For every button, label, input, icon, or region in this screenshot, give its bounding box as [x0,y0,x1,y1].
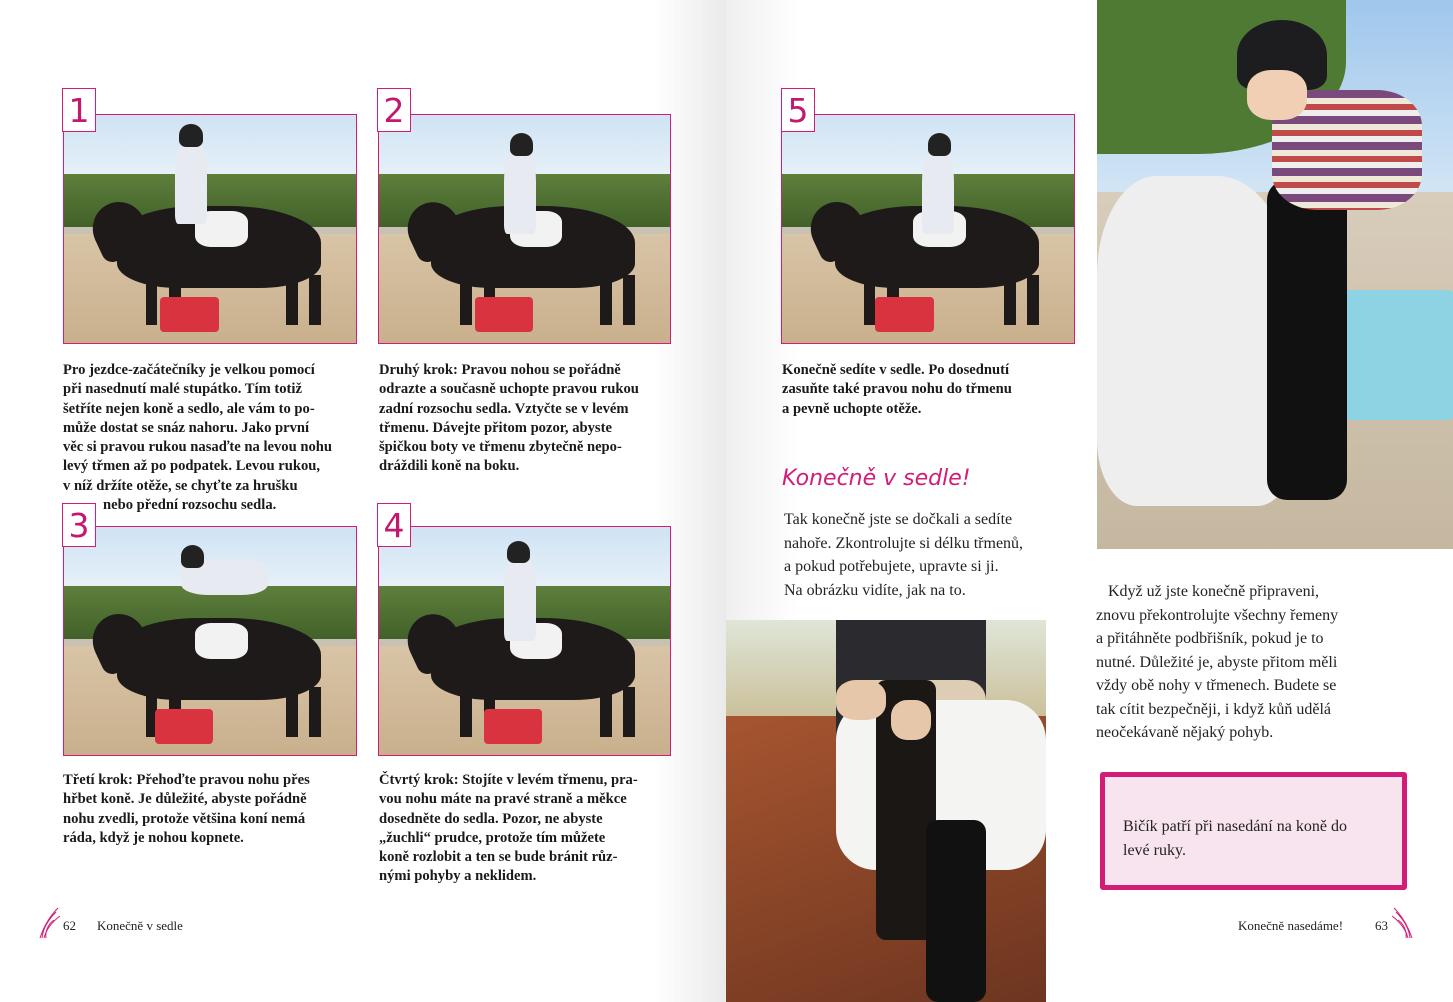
stirrup-adjust-photo [726,620,1046,1002]
step-2-number: 2 [383,91,405,130]
step-2-number-box [377,88,411,132]
step-5-number-box [781,88,815,132]
step-4-caption: Čtvrtý krok: Stojíte v levém třmenu, pra- vou nohu máte na pravé straně a měkce dosedněte do sedla. Pozor, ne abyste „žuchli“ prudce, protože tím můžete koně rozlobit a ten se bude bránit růz- nými pohyby a neklidem. [379,772,638,885]
step-5-caption: Konečně sedíte v sedle. Po dosednutí zasuňte také pravou nohu do třmenu a pevně uchopte otěže. [782,362,1012,417]
step-5-number: 5 [787,91,809,130]
page-number-left: 62 [63,918,76,933]
rider-portrait-photo [1097,0,1453,549]
step-2-photo [378,114,671,344]
section-heading: Konečně v sedle! [782,466,971,491]
left-page [0,0,726,1002]
page-number-right: 63 [1375,918,1388,933]
intro-paragraph: Tak konečně jste se dočkali a sedíte nahoře. Zkontrolujte si délku třmenů, a pokud potřebujete, upravte si ji. Na obrázku vidíte, jak na to. [784,511,1024,599]
step-3-caption: Třetí krok: Přehoďte pravou nohu přes hřbet koně. Je důležité, abyste pořádně nohu zvedli, protože většina koní nemá ráda, když je nohou kopnete. [63,772,310,846]
step-4-number: 4 [383,506,405,545]
running-title-right: Konečně nasedáme! [1238,918,1344,933]
step-1-number: 1 [68,91,90,130]
page-ornament-icon [36,906,62,940]
step-5-photo [781,114,1075,344]
step-3-number-box [62,503,96,547]
tip-text: Bičík patří při nasedání na koně do levé ruky. [1123,818,1347,859]
step-4-photo [378,526,671,756]
tip-box [1100,772,1407,890]
step-1-caption: Pro jezdce-začátečníky je velkou pomocí při nasednutí malé stupátko. Tím totiž šetříte nejen koně a sedlo, ale vám to po- může dostat se snáz nahoru. Jako první věc si pravou rukou nasaďte na levou nohu levý třmen až po podpatek. Levou rukou, v níž držíte otěže, se chyťte za hrušku nebo přední rozsochu sedla. [63,362,332,514]
main-paragraph: Když už jste konečně připraveni, znovu překontrolujte všechny řemeny a přitáhněte podbřišník, pokud je to nutné. Důležité je, abyste přitom měli vždy obě nohy v třmenech. Budete se tak cítit bezpečněji, i když kůň udělá neočekávaně nějaký pohyb. [1096,583,1339,741]
step-3-photo [63,526,357,756]
step-3-number: 3 [68,506,90,545]
step-4-number-box [377,503,411,547]
step-1-photo [63,114,357,344]
running-title-left: Konečně v sedle [97,918,183,933]
step-1-number-box [62,88,96,132]
page-ornament-icon [1390,906,1416,940]
step-2-caption: Druhý krok: Pravou nohou se pořádně odrazte a současně uchopte pravou rukou zadní rozsochu sedla. Vztyčte se v levém třmenu. Dávejte přitom pozor, abyste špičkou boty ve třmenu zbytečně nepo- dráždili koně na boku. [379,362,639,475]
